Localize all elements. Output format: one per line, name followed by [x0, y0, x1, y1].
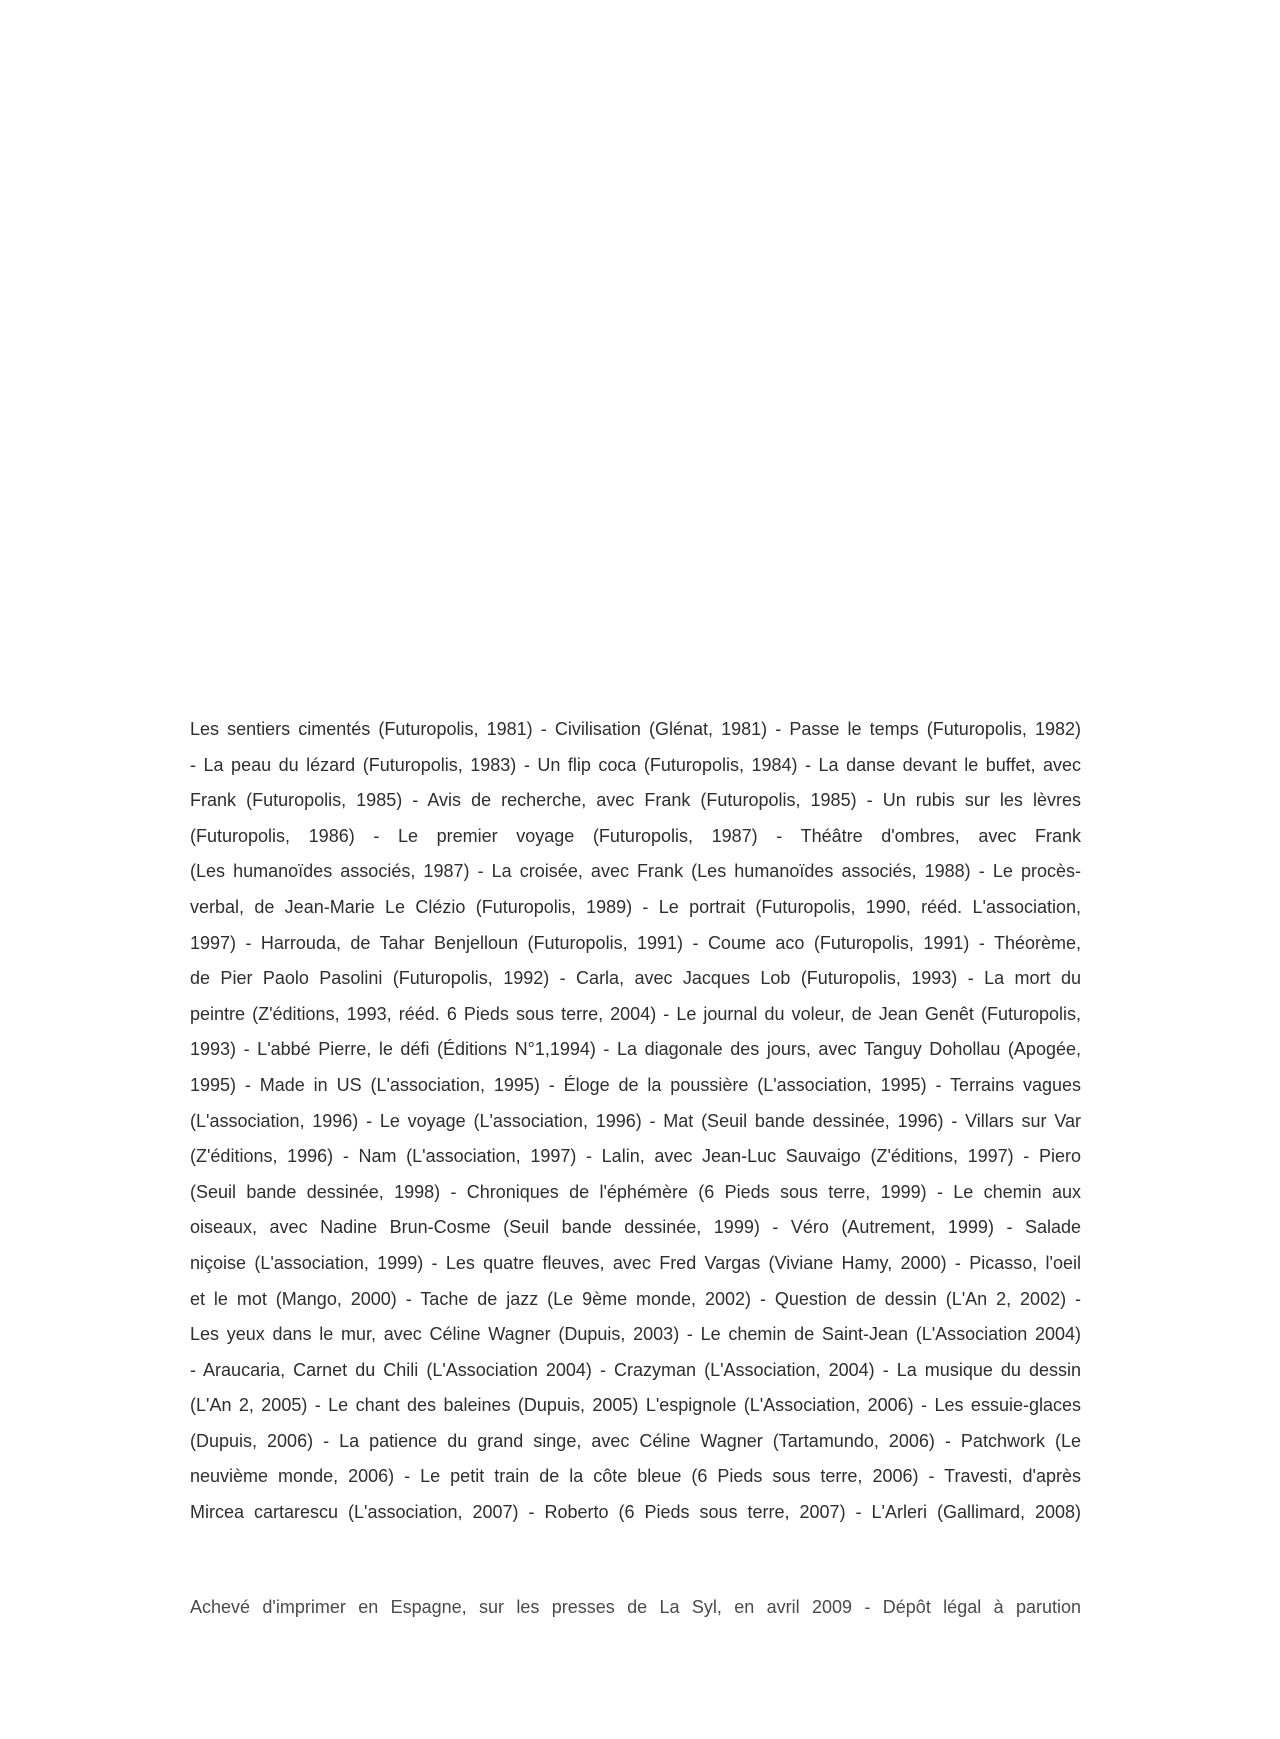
bibliography-line: oiseaux, avec Nadine Brun-Cosme (Seuil bande dessinée, 1999) - Véro (Autrement, 1999) - Salade: [190, 1217, 1081, 1238]
bibliography-line: de Pier Paolo Pasolini (Futuropolis, 1992) - Carla, avec Jacques Lob (Futuropolis, 1993) - La mort du: [190, 968, 1081, 989]
bibliography-line: 1995) - Made in US (L'association, 1995) - Éloge de la poussière (L'association, 1995) - Terrains vagues: [190, 1074, 1081, 1095]
bibliography-line: (Dupuis, 2006) - La patience du grand singe, avec Céline Wagner (Tartamundo, 2006) - Patchwork (Le: [190, 1430, 1081, 1451]
bibliography-line: - Araucaria, Carnet du Chili (L'Association 2004) - Crazyman (L'Association, 2004) - La musique du dessin: [190, 1359, 1081, 1380]
bibliography-line: Frank (Futuropolis, 1985) - Avis de recherche, avec Frank (Futuropolis, 1985) - Un rubis sur les lèvres: [190, 790, 1081, 811]
bibliography-line: neuvième monde, 2006) - Le petit train de la côte bleue (6 Pieds sous terre, 2006) - Travesti, d'après: [190, 1466, 1081, 1487]
bibliography-line: Les yeux dans le mur, avec Céline Wagner (Dupuis, 2003) - Le chemin de Saint-Jean (L'Association 2004): [190, 1324, 1081, 1345]
colophon: Achevé d'imprimer en Espagne, sur les presses de La Syl, en avril 2009 - Dépôt légal à parution: [190, 1597, 1081, 1617]
bibliography-line: - La peau du lézard (Futuropolis, 1983) - Un flip coca (Futuropolis, 1984) - La danse devant le buffet, avec: [190, 754, 1081, 775]
bibliography-line: niçoise (L'association, 1999) - Les quatre fleuves, avec Fred Vargas (Viviane Hamy, 2000) - Picasso, l'oeil: [190, 1252, 1081, 1273]
bibliography-line: (Seuil bande dessinée, 1998) - Chroniques de l'éphémère (6 Pieds sous terre, 1999) - Le chemin aux: [190, 1181, 1081, 1202]
bibliography-line: 1993) - L'abbé Pierre, le défi (Éditions N°1,1994) - La diagonale des jours, avec Tanguy Dohollau (Apogée,: [190, 1039, 1081, 1060]
bibliography-block: [190, 712, 1081, 1531]
bibliography-line: (L'association, 1996) - Le voyage (L'association, 1996) - Mat (Seuil bande dessinée, 1996) - Villars sur Var: [190, 1110, 1081, 1131]
bibliography-line: 1997) - Harrouda, de Tahar Benjelloun (Futuropolis, 1991) - Coume aco (Futuropolis, 1991) - Théorème,: [190, 932, 1081, 953]
bibliography-line: (Les humanoïdes associés, 1987) - La croisée, avec Frank (Les humanoïdes associés, 1988) - Le procès-: [190, 861, 1081, 882]
bibliography-line: peintre (Z'éditions, 1993, rééd. 6 Pieds sous terre, 2004) - Le journal du voleur, de Jean Genêt (Futuropolis,: [190, 1003, 1081, 1024]
bibliography-line: Mircea cartarescu (L'association, 2007) - Roberto (6 Pieds sous terre, 2007) - L'Arleri (Gallimard, 2008): [190, 1502, 1081, 1523]
bibliography-line: verbal, de Jean-Marie Le Clézio (Futuropolis, 1989) - Le portrait (Futuropolis, 1990, rééd. L'association,: [190, 896, 1081, 917]
bibliography-line: (Z'éditions, 1996) - Nam (L'association, 1997) - Lalin, avec Jean-Luc Sauvaigo (Z'éditions, 1997) - Piero: [190, 1146, 1081, 1167]
bibliography-line: (L'An 2, 2005) - Le chant des baleines (Dupuis, 2005) L'espignole (L'Association, 2006) - Les essuie-glaces: [190, 1395, 1081, 1416]
bibliography-line: Les sentiers cimentés (Futuropolis, 1981) - Civilisation (Glénat, 1981) - Passe le temps (Futuropolis, 1982): [190, 719, 1081, 739]
bibliography-line: (Futuropolis, 1986) - Le premier voyage (Futuropolis, 1987) - Théâtre d'ombres, avec Frank: [190, 825, 1081, 846]
bibliography-line: et le mot (Mango, 2000) - Tache de jazz (Le 9ème monde, 2002) - Question de dessin (L'An 2, 2002) -: [190, 1288, 1081, 1309]
